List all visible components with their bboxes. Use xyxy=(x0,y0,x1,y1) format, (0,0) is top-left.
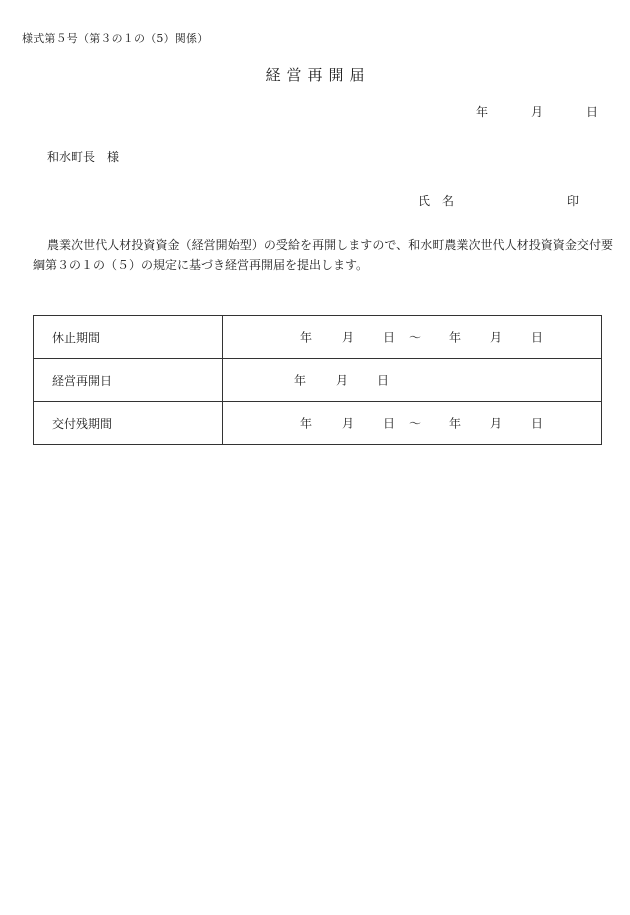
table-row-remaining-period xyxy=(34,402,602,445)
row-label: 経営再開日 xyxy=(34,359,223,402)
range-tilde: ～ xyxy=(409,416,422,431)
year-label: 年 xyxy=(300,330,313,345)
day-label: 日 xyxy=(531,330,544,345)
year-label: 年 xyxy=(449,416,462,431)
day-label: 日 xyxy=(383,330,396,345)
seal-label: 印 xyxy=(567,194,580,208)
applicant-name-label: 氏 名 xyxy=(418,194,455,208)
range-tilde: ～ xyxy=(409,330,422,345)
date-year-label: 年 xyxy=(476,105,489,119)
month-label: 月 xyxy=(342,416,355,431)
year-label: 年 xyxy=(300,416,313,431)
year-label: 年 xyxy=(449,330,462,345)
date-cell xyxy=(223,359,602,402)
period-cell xyxy=(223,402,602,445)
body-paragraph: 農業次世代人材投資資金（経営開始型）の受給を再開しますので、和水町農業次世代人材投資資金交付要綱第３の１の（５）の規定に基づき経営再開届を提出します。 xyxy=(33,238,613,272)
day-label: 日 xyxy=(531,416,544,431)
month-label: 月 xyxy=(342,330,355,345)
month-label: 月 xyxy=(490,416,503,431)
row-label: 交付残期間 xyxy=(34,402,223,445)
month-label: 月 xyxy=(336,373,349,388)
date-month-label: 月 xyxy=(531,105,544,119)
form-table xyxy=(33,315,602,445)
month-label: 月 xyxy=(490,330,503,345)
table-row-resumption-date xyxy=(34,359,602,402)
table-row-suspension-period xyxy=(34,316,602,359)
year-label: 年 xyxy=(294,373,307,388)
addressee: 和水町長 様 xyxy=(47,150,120,164)
document-title: 経営再開届 xyxy=(265,66,371,84)
row-label: 休止期間 xyxy=(34,316,223,359)
period-cell xyxy=(223,316,602,359)
date-day-label: 日 xyxy=(586,105,599,119)
day-label: 日 xyxy=(383,416,396,431)
form-id: 様式第５号（第３の１の（5）関係） xyxy=(22,32,209,45)
day-label: 日 xyxy=(377,373,390,388)
